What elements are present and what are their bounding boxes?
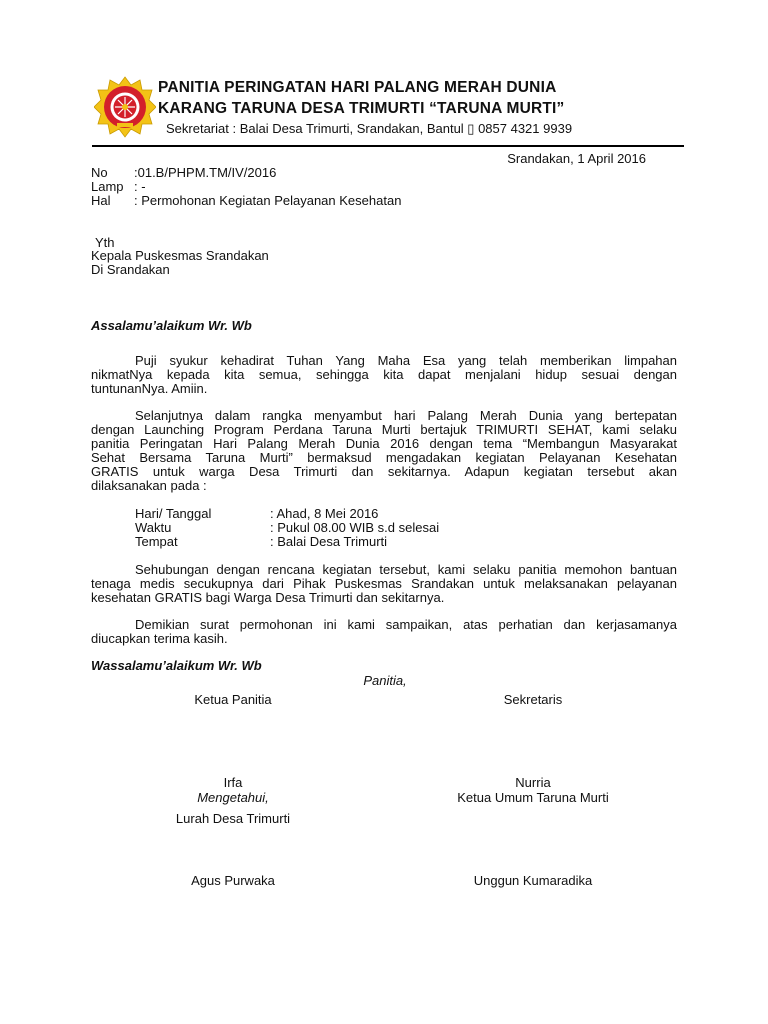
paragraph-2-line-3: panitia Peringatan Hari Palang Merah Dunia 2016 dengan tema “Membangun Masyarakat — [91, 436, 677, 451]
signature-lurah-name: Agus Purwaka — [191, 873, 275, 888]
paragraph-4-line-2: diucapkan terima kasih. — [91, 631, 228, 646]
paragraph-2-line-4: Sehat Bersama Taruna Murti” bermaksud mengadakan kegiatan Pelayanan Kesehatan — [91, 450, 677, 465]
signature-ketua-panitia-title: Ketua Panitia — [194, 692, 272, 707]
closing-greeting: Wassalamu’alaikum Wr. Wb — [91, 658, 262, 673]
signature-ketua-panitia-name: Irfa — [223, 775, 243, 790]
signature-sekretaris-title: Sekretaris — [503, 692, 563, 707]
schedule-time-label: Waktu — [135, 520, 172, 535]
schedule-place-label: Tempat — [135, 534, 178, 549]
letter-date: Srandakan, 1 April 2016 — [507, 151, 646, 166]
paragraph-2-line-5: GRATIS untuk warga Desa Trimurti dan sekitarnya. Adapun kegiatan tersebut akan — [91, 464, 677, 479]
schedule-date-label: Hari/ Tanggal — [135, 506, 212, 521]
signature-sekretaris-name: Nurria — [515, 775, 551, 790]
paragraph-3-line-1: Sehubungan dengan rencana kegiatan tersebut, kami selaku panitia memohon bantuan — [135, 562, 677, 577]
signature-mengetahui: Mengetahui, — [197, 790, 269, 805]
paragraph-1-line-2: nikmatNya kepada kita semua, sehingga kita dapat menjalani hidup sesuai dengan — [91, 367, 677, 382]
signature-panitia-heading: Panitia, — [363, 673, 407, 688]
paragraph-2-line-6: dilaksanakan pada : — [91, 478, 207, 493]
paragraph-1-line-1: Puji syukur kehadirat Tuhan Yang Maha Esa yang telah memberikan limpahan — [135, 353, 677, 368]
paragraph-2-line-2: dengan Launching Program Perdana Taruna Murti bertajuk TRIMURTI SEHAT, kami selaku — [91, 422, 677, 437]
paragraph-4-line-1: Demikian surat permohonan ini kami sampaikan, atas perhatian dan kerjasamanya — [135, 617, 677, 632]
signature-ketua-umum-name: Unggun Kumaradika — [473, 873, 593, 888]
paragraph-2-line-1: Selanjutnya dalam rangka menyambut hari Palang Merah Dunia yang bertepatan — [135, 408, 677, 423]
paragraph-1-line-3: tuntunanNya. Amiin. — [91, 381, 208, 396]
meta-lamp-value: : - — [134, 179, 146, 194]
meta-no-value: :01.B/PHPM.TM/IV/2016 — [134, 165, 277, 180]
recipient-line2: Di Srandakan — [91, 262, 170, 277]
letterhead-title-line1: PANITIA PERINGATAN HARI PALANG MERAH DUNIA — [158, 79, 557, 96]
meta-hal-label: Hal — [91, 193, 111, 208]
greeting: Assalamu’alaikum Wr. Wb — [91, 318, 252, 333]
recipient-yth: Yth — [95, 235, 115, 250]
recipient-line1: Kepala Puskesmas Srandakan — [91, 248, 269, 263]
paragraph-3-line-2: tenaga medis secukupnya dari Pihak Puskesmas Srandakan untuk melaksanakan pelayanan — [91, 576, 677, 591]
meta-hal-value: : Permohonan Kegiatan Pelayanan Kesehatan — [134, 193, 402, 208]
organization-logo — [94, 76, 156, 138]
schedule-place-value: : Balai Desa Trimurti — [270, 534, 388, 549]
letterhead-title-line2: KARANG TARUNA DESA TRIMURTI “TARUNA MURTI” — [158, 100, 565, 117]
signature-ketua-umum-title: Ketua Umum Taruna Murti — [457, 790, 609, 805]
paragraph-3-line-3: kesehatan GRATIS bagi Warga Desa Trimurti dan sekitarnya. — [91, 590, 445, 605]
letterhead-divider — [92, 145, 684, 147]
meta-no-label: No — [91, 165, 108, 180]
meta-lamp-label: Lamp — [91, 179, 124, 194]
signature-lurah-title: Lurah Desa Trimurti — [175, 811, 291, 826]
schedule-time-value: : Pukul 08.00 WIB s.d selesai — [270, 520, 440, 535]
schedule-date-value: : Ahad, 8 Mei 2016 — [270, 506, 379, 521]
letterhead-address: Sekretariat : Balai Desa Trimurti, Srandakan, Bantul ▯ 0857 4321 9939 — [166, 121, 573, 136]
